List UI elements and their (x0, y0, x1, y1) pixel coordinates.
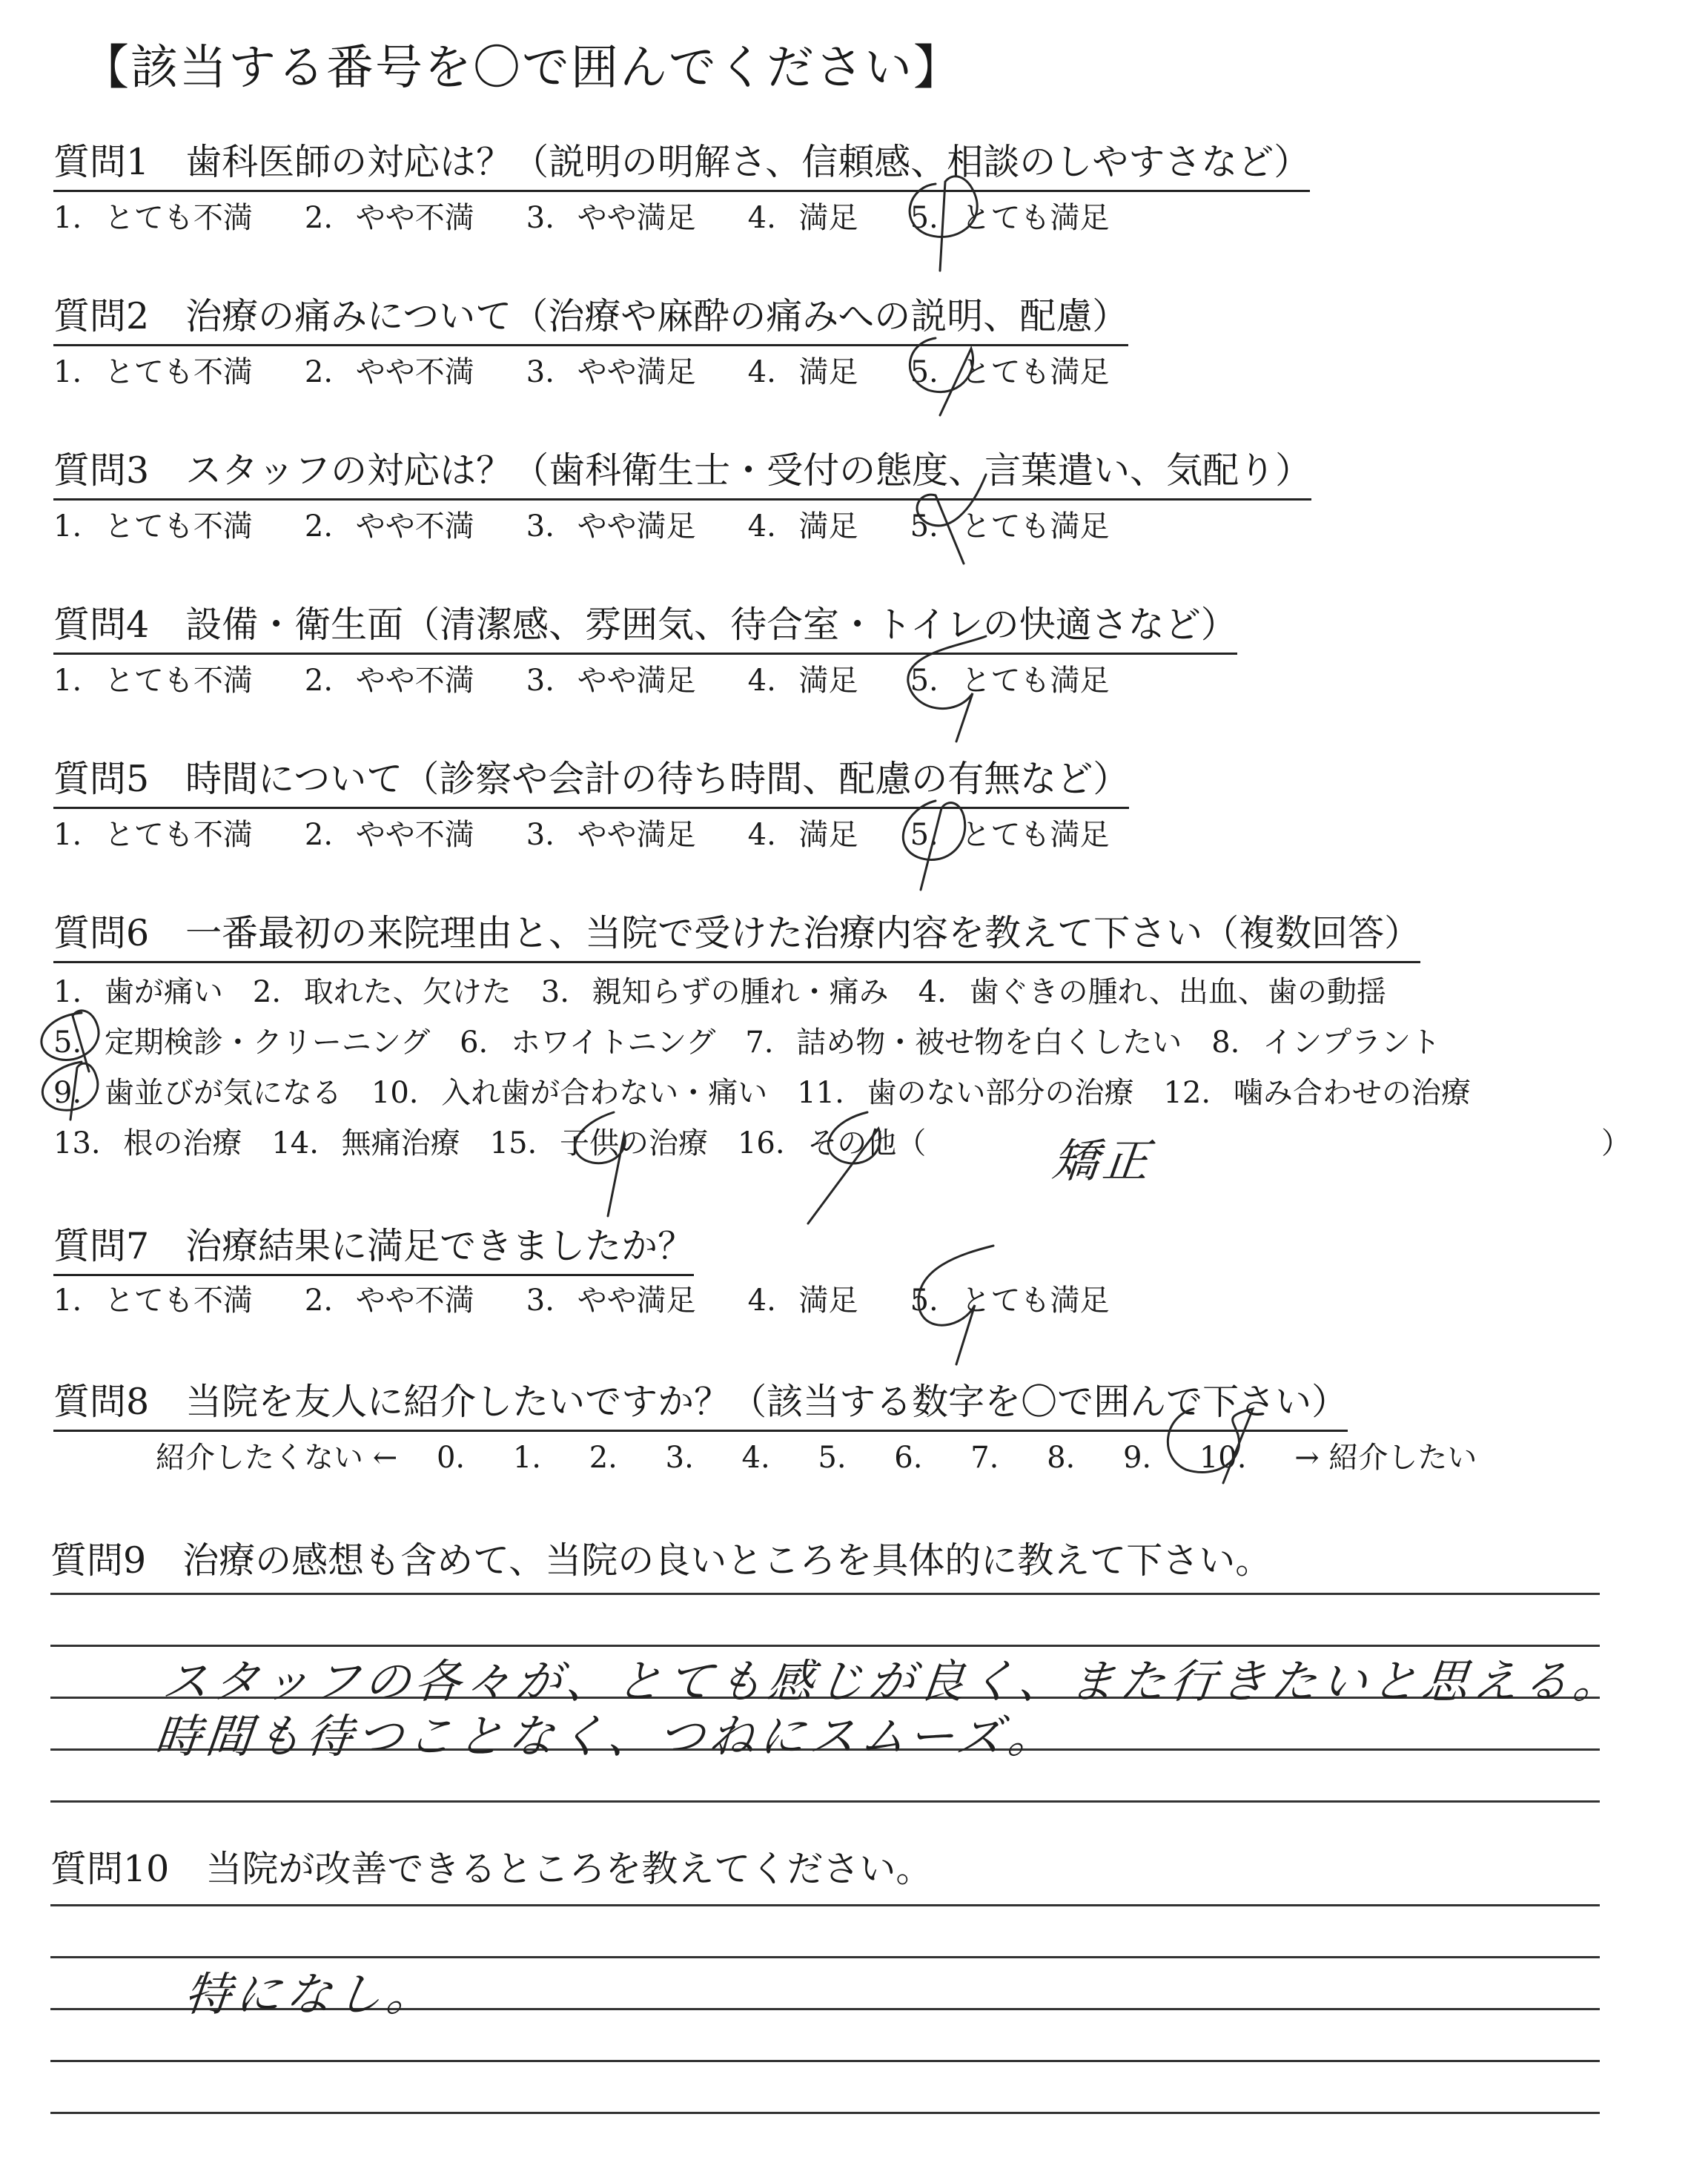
scale-8[interactable]: 8. (1047, 1441, 1076, 1475)
scale-right-label: → 紹介したい (1294, 1441, 1477, 1475)
option-4[interactable]: 4. 満足 (747, 509, 858, 544)
option-3[interactable]: 3. やや満足 (526, 1284, 696, 1318)
question-1-title: 質問1 歯科医師の対応は？（説明の明解さ、信頼感、相談のしやすさなど） (53, 133, 1310, 192)
question-4-title: 質問4 設備・衛生面（清潔感、雰囲気、待合室・トイレの快適さなど） (53, 596, 1237, 655)
option-2[interactable]: 2. やや不満 (304, 201, 474, 235)
q9-answer-line-1[interactable]: スタッフの各々が、とても感じが良く、また行きたいと思える。 (159, 1654, 1627, 1708)
option-3[interactable]: 3. やや満足 (526, 355, 696, 389)
scale-10[interactable]: 10. (1199, 1441, 1247, 1475)
question-6-row-4[interactable]: 13. 根の治療 14. 無痛治療 15. 子供の治療 16. その他（ (53, 1126, 927, 1160)
option-4[interactable]: 4. 満足 (747, 664, 858, 698)
option-5[interactable]: 5. とても満足 (910, 355, 1110, 389)
option-2[interactable]: 2. やや不満 (304, 1284, 474, 1318)
scale-7[interactable]: 7. (970, 1441, 999, 1475)
q10-answer-line-1[interactable]: 特になし。 (182, 1967, 440, 2021)
q6-item-15-circle (575, 1112, 625, 1216)
option-5[interactable]: 5. とても満足 (910, 201, 1110, 235)
option-3[interactable]: 3. やや満足 (526, 664, 696, 698)
option-2[interactable]: 2. やや不満 (304, 818, 474, 852)
option-5[interactable]: 5. とても満足 (910, 818, 1110, 852)
other-handwritten-text[interactable]: 矯正 (1049, 1134, 1156, 1188)
question-2-title: 質問2 治療の痛みについて（治療や麻酔の痛みへの説明、配慮） (53, 288, 1128, 346)
question-6-row-2[interactable]: 5. 定期検診・クリーニング 6. ホワイトニング 7. 詰め物・被せ物を白くしたい 8. インプラント (53, 1025, 1441, 1060)
option-2[interactable]: 2. やや不満 (304, 664, 474, 698)
question-5-title: 質問5 時間について（診察や会計の待ち時間、配慮の有無など） (53, 750, 1129, 809)
scale-5[interactable]: 5. (818, 1441, 847, 1475)
scale-4[interactable]: 4. (741, 1441, 770, 1475)
option-2[interactable]: 2. やや不満 (304, 355, 474, 389)
q4-selection-circle (908, 636, 986, 742)
q3-selection-circle (917, 475, 986, 564)
question-7-title: 質問7 治療結果に満足できましたか？ (53, 1218, 694, 1276)
option-3[interactable]: 3. やや満足 (526, 818, 696, 852)
option-1[interactable]: 1. とても不満 (53, 201, 253, 235)
q8-selection-circle (1168, 1409, 1253, 1483)
other-close-paren: ） (1601, 1126, 1631, 1160)
scale-6[interactable]: 6. (894, 1441, 923, 1475)
q6-item-5-circle (42, 1011, 99, 1071)
q7-selection-circle (918, 1246, 993, 1364)
option-3[interactable]: 3. やや満足 (526, 509, 696, 544)
option-5[interactable]: 5. とても満足 (910, 1284, 1110, 1318)
q9-answer-line-2[interactable]: 時間も待つことなく、つねにスムーズ。 (152, 1709, 1062, 1763)
question-6-title: 質問6 一番最初の来院理由と、当院で受けた治療内容を教えて下さい（複数回答） (53, 905, 1420, 963)
scale-1[interactable]: 1. (512, 1441, 542, 1475)
question-8-title: 質問8 当院を友人に紹介したいですか？（該当する数字を〇で囲んで下さい） (53, 1373, 1348, 1432)
option-5[interactable]: 5. とても満足 (910, 664, 1110, 698)
scale-3[interactable]: 3. (665, 1441, 694, 1475)
option-5[interactable]: 5. とても満足 (910, 509, 1110, 544)
question-10-title: 質問10 当院が改善できるところを教えてください。 (50, 1848, 933, 1890)
question-9-title: 質問9 治療の感想も含めて、当院の良いところを具体的に教えて下さい。 (50, 1539, 1272, 1582)
option-1[interactable]: 1. とても不満 (53, 509, 253, 544)
option-2[interactable]: 2. やや不満 (304, 509, 474, 544)
question-6-row-1[interactable]: 1. 歯が痛い 2. 取れた、欠けた 3. 親知らずの腫れ・痛み 4. 歯ぐきの腫れ、出血、歯の動揺 (53, 975, 1386, 1009)
option-1[interactable]: 1. とても不満 (53, 355, 253, 389)
option-4[interactable]: 4. 満足 (747, 1284, 858, 1318)
scale-0[interactable]: 0. (436, 1441, 466, 1475)
option-4[interactable]: 4. 満足 (747, 818, 858, 852)
question-3-title: 質問3 スタッフの対応は？（歯科衛生士・受付の態度、言葉遣い、気配り） (53, 442, 1311, 501)
option-4[interactable]: 4. 満足 (747, 201, 858, 235)
q2-selection-circle (910, 338, 973, 415)
q1-selection-circle (910, 176, 977, 271)
option-4[interactable]: 4. 満足 (747, 355, 858, 389)
option-1[interactable]: 1. とても不満 (53, 664, 253, 698)
q6-item-16-circle (808, 1112, 880, 1223)
option-1[interactable]: 1. とても不満 (53, 818, 253, 852)
form-header: 【該当する番号を〇で囲んでください】 (82, 41, 962, 96)
scale-9[interactable]: 9. (1122, 1441, 1152, 1475)
q5-selection-circle (903, 801, 964, 890)
option-1[interactable]: 1. とても不満 (53, 1284, 253, 1318)
scale-left-label: 紹介したくない ← (156, 1441, 398, 1475)
question-6-row-3[interactable]: 9. 歯並びが気になる 10. 入れ歯が合わない・痛い 11. 歯のない部分の治療 12. 噛み合わせの治療 (53, 1076, 1471, 1110)
option-3[interactable]: 3. やや満足 (526, 201, 696, 235)
scale-2[interactable]: 2. (589, 1441, 618, 1475)
